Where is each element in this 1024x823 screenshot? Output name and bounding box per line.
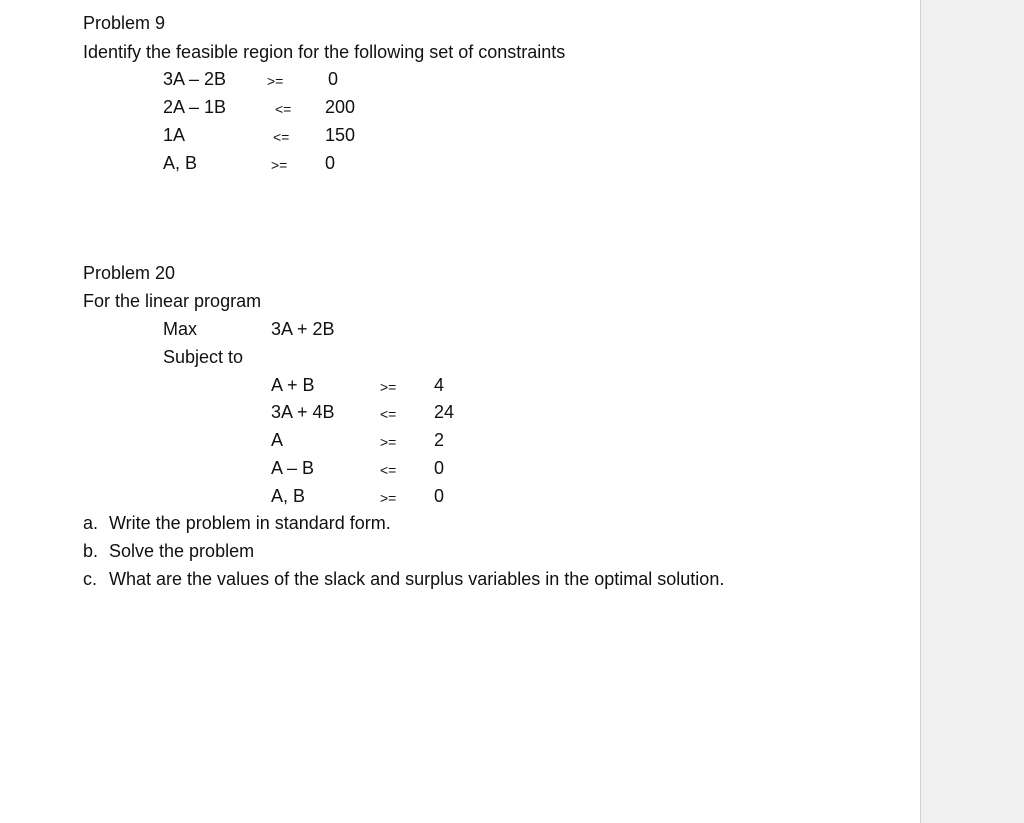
p9-constraint3-lhs: 1A <box>163 125 186 145</box>
question-a-marker: a. <box>83 513 99 533</box>
p9-constraint4-rhs: 0 <box>325 153 336 173</box>
problem9-title: Problem 9 <box>83 13 166 33</box>
p9-constraint3-rhs: 150 <box>325 125 356 145</box>
p9-constraint2-rhs: 200 <box>325 97 356 117</box>
p20-constraint2-rhs: 24 <box>434 402 455 422</box>
p20-constraint2-lhs: 3A + 4B <box>271 402 335 422</box>
problem20-prompt: For the linear program <box>83 291 262 311</box>
p9-constraint3-op: <= <box>273 129 290 145</box>
p20-constraint4-lhs: A – B <box>271 458 315 478</box>
p9-constraint2-lhs: 2A – 1B <box>163 97 227 117</box>
p9-constraint4-op: >= <box>271 157 288 173</box>
question-b-marker: b. <box>83 541 99 561</box>
question-c-text: What are the values of the slack and surplus variables in the optimal solution. <box>109 569 725 589</box>
p20-constraint5-rhs: 0 <box>434 486 445 506</box>
p20-constraint1-lhs: A + B <box>271 375 315 395</box>
p20-constraint3-rhs: 2 <box>434 430 445 450</box>
p20-constraint4-op: <= <box>380 462 397 478</box>
p9-constraint2-op: <= <box>275 101 292 117</box>
p20-subject-to: Subject to <box>163 347 244 367</box>
question-a-text: Write the problem in standard form. <box>109 513 391 533</box>
p9-constraint1-rhs: 0 <box>328 69 339 89</box>
p9-constraint1-op: >= <box>267 73 284 89</box>
p9-constraint4-lhs: A, B <box>163 153 198 173</box>
p20-constraint5-lhs: A, B <box>271 486 306 506</box>
p20-objective-label: Max <box>163 319 198 339</box>
question-b-text: Solve the problem <box>109 541 255 561</box>
p20-constraint1-op: >= <box>380 379 397 395</box>
p20-objective: 3A + 2B <box>271 319 335 339</box>
p20-constraint2-op: <= <box>380 406 397 422</box>
question-c-marker: c. <box>83 569 98 589</box>
problem9-prompt: Identify the feasible region for the following set of constraints <box>83 42 566 62</box>
p9-constraint1-lhs: 3A – 2B <box>163 69 227 89</box>
p20-constraint1-rhs: 4 <box>434 375 445 395</box>
problem20-title: Problem 20 <box>83 263 176 283</box>
p20-constraint3-lhs: A <box>271 430 284 450</box>
p20-constraint5-op: >= <box>380 490 397 506</box>
p20-constraint4-rhs: 0 <box>434 458 445 478</box>
p20-constraint3-op: >= <box>380 434 397 450</box>
